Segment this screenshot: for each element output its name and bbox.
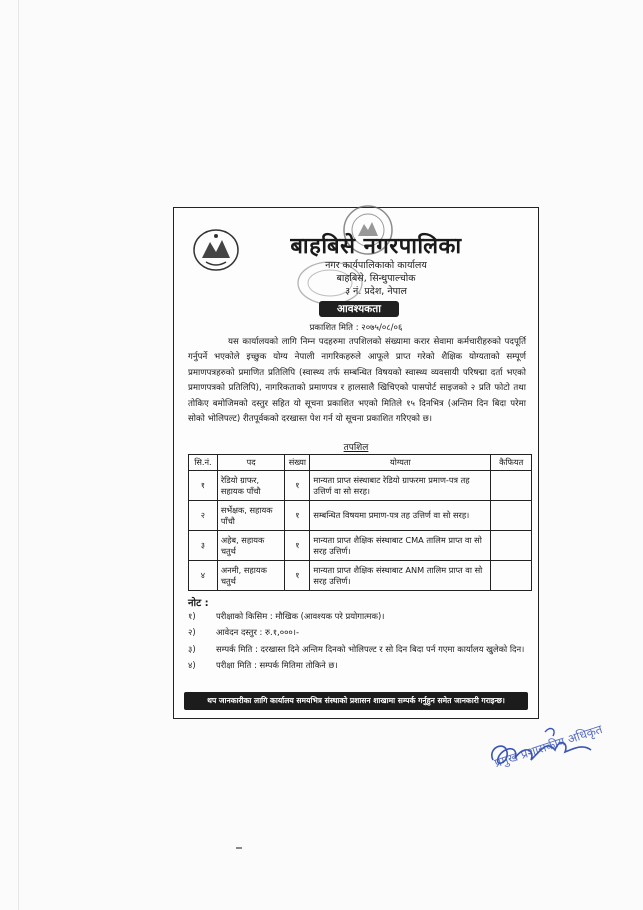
list-item: [188, 608, 526, 624]
details-heading: तपशिल: [343, 443, 369, 453]
cell-sn: ४: [189, 561, 218, 591]
cell-qualification: मान्यता प्राप्त संस्थाबाट रेडियो ग्राफरमा प्रमाण-पत्र तह उत्तिर्ण वा सो सरह।: [310, 471, 491, 501]
header-count: संख्या: [285, 455, 310, 471]
cell-remark: [491, 561, 532, 591]
cell-remark: [491, 501, 532, 531]
vacancy-table: [188, 454, 532, 591]
page-edge: [18, 0, 19, 910]
office-province: ३ नं. प्रदेश, नेपाल: [345, 286, 407, 297]
header-qualification: योग्यता: [310, 455, 491, 471]
note-number: ३): [188, 643, 196, 654]
cell-qualification: मान्यता प्राप्त शैक्षिक संस्थाबाट CMA तालिम प्राप्त वा सो सरह उत्तिर्ण।: [310, 531, 491, 561]
page-mark: [236, 847, 242, 849]
header-remark: कैफियत: [491, 455, 532, 471]
note-heading: नोट :: [188, 598, 209, 609]
notice-body: [188, 335, 526, 427]
cell-count: १: [285, 471, 310, 501]
cell-post: सर्भेक्षक, सहायक पाँचौ: [217, 501, 285, 531]
header-sn: सि.नं.: [189, 455, 218, 471]
contact-footer: थप जानकारीका लागि कार्यालय समयभित्र संस्थाको प्रशासन शाखामा सम्पर्क गर्नुहुन समेत जानकारी गराइन्छ।: [184, 692, 528, 710]
cell-post: रेडियो ग्राफर, सहायक पाँचौ: [217, 471, 285, 501]
list-item: [188, 657, 526, 673]
cell-count: १: [285, 531, 310, 561]
note-list: [188, 608, 526, 674]
office-name: नगर कार्यपालिकाको कार्यालय: [325, 260, 427, 271]
vacancy-notice: [173, 207, 539, 719]
header-post: पद: [217, 455, 285, 471]
cell-sn: २: [189, 501, 218, 531]
table-row: [189, 501, 532, 531]
note-text: सम्पर्क मिति : दरखास्त दिने अन्तिम दिनको भोलिपल्ट र सो दिन बिदा पर्न गएमा कार्यालय खुलेको दिन।: [216, 643, 525, 654]
table-row: [189, 561, 532, 591]
note-number: २): [188, 627, 196, 638]
cell-qualification: सम्बन्धित विषयमा प्रमाण-पत्र तह उत्तिर्ण वा सो सरह।: [310, 501, 491, 531]
note-number: १): [188, 611, 196, 621]
note-number: ४): [188, 660, 196, 671]
cell-sn: ३: [189, 531, 218, 561]
cell-qualification: मान्यता प्राप्त शैक्षिक संस्थाबाट ANM तालिम प्राप्त वा सो सरह उत्तिर्ण।: [310, 561, 491, 591]
cell-count: १: [285, 561, 310, 591]
note-text: परीक्षा मिति : सम्पर्क मितिमा तोकिने छ।: [216, 660, 338, 671]
cell-post: अनमी, सहायक चतुर्थ: [217, 561, 285, 591]
table-row: [189, 531, 532, 561]
published-date: प्रकाशित मिति : २०७५/०८/०६: [309, 323, 403, 333]
cell-remark: [491, 471, 532, 501]
cell-count: १: [285, 501, 310, 531]
notice-badge: आवश्यकता: [319, 301, 399, 317]
table-header-row: [189, 455, 532, 471]
municipality-title: बाहबिसे नगरपालिका: [290, 233, 462, 259]
list-item: [188, 624, 526, 640]
cell-remark: [491, 531, 532, 561]
cell-post: अहेब, सहायक चतुर्थ: [217, 531, 285, 561]
notice-body-text: यस कार्यालयको लागि निम्न पदहरुमा तपशिलको संख्यामा करार सेवामा कर्मचारीहरुको पदपूर्ति गर्नुपर्ने भएकोले इच्छुक योग्य नेपाली नागरिकहरुले आफूले प्राप्त गरेको शैक्षिक योग्यताको सम्पूर्ण प्रमाणपत्रहरुको प्रमाणित प्रतिलिपि (स्वास्थ्य तर्फ सम्बन्धित विषयको स्वास्थ्य व्यवसायी परिषद्मा दर्ता भएको प्रमाणपत्रको प्रतिलिपि), नागरिकताको प्रमाणपत्र र हालसालै खिचिएको पासपोर्ट साइजको २ प्रति फोटो तथा तोकिए बमोजिमको दस्तुर सहित यो सूचना प्रकाशित भएको मितिले १५ दिनभित्र (अन्तिम दिन बिदा परेमा सोको भोलिपल्ट) रीतपूर्वकको दरखास्त पेश गर्न यो सूचना प्रकाशित गरिएको छ।: [188, 337, 526, 425]
table-row: [189, 471, 532, 501]
note-text: आवेदन दस्तुर : रु.१,०००।-: [216, 627, 299, 638]
note-text: परीक्षाको किसिम : मौखिक (आवश्यक परे प्रयोगात्मक)।: [216, 611, 385, 621]
designation-stamp: प्रमुख प्रशासकीय अधिकृत: [492, 722, 605, 771]
list-item: [188, 641, 526, 657]
cell-sn: १: [189, 471, 218, 501]
office-location: बाहबिसे, सिन्धुपाल्चोक: [336, 273, 416, 284]
